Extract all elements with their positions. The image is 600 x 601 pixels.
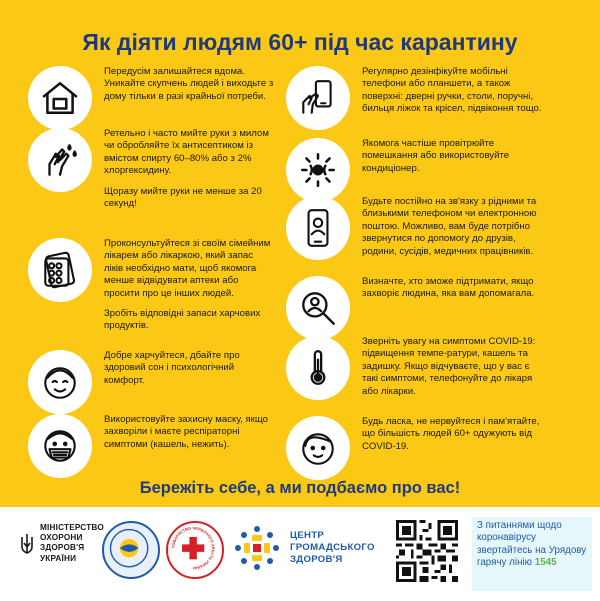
tip-dont-worry (286, 416, 542, 480)
tip-ventilate (286, 138, 542, 202)
hotline-box (472, 517, 592, 591)
house-icon (28, 66, 92, 130)
qr-code[interactable] (396, 520, 458, 582)
tip-text: Зробіть відповідні запаси харчових продуктів. (104, 308, 261, 332)
search-person-icon (286, 276, 350, 340)
pills-icon (28, 238, 92, 302)
hotline-number[interactable]: 1545 (534, 557, 557, 569)
tip-wash-hands (28, 128, 274, 210)
tip-medicine-stock (28, 238, 274, 333)
phc-logo (232, 523, 375, 573)
moz-logo (20, 523, 104, 564)
red-cross-caption: ТОВАРИСТВО ЧЕРВОНОГО ХРЕСТА УКРАЇНИ (170, 525, 216, 571)
tip-stay-home (28, 66, 274, 130)
tip-find-support (286, 276, 542, 340)
tip-text: Ретельно і часто мийте руки з милом чи обробляйте їх антисептиком із вмістом спирту 60–80% або з 2% хлоргексидину. (104, 128, 269, 177)
tip-text: Зверніть увагу на симптоми COVID-19: підвищення темпе-ратури, кашель та задишку. Якщо відчуваєте, що у вас є такі симптоми, телефонуйте до лікаря або лікарки. (362, 336, 536, 397)
tip-text: Якомога частіше провітрюйте помешкання або використовуйте кондиціонер. (362, 138, 510, 174)
tip-text: Використовуйте захисну маску, якщо захворіли і маєте респіраторні симптоми (кашель, нежить). (104, 414, 269, 450)
happy-face-icon (28, 350, 92, 414)
tip-text: Будьте постійно на зв'язку з рідними та близькими телефоном чи електронною поштою. Можливо, вам буде потрібно звернутися по допомогу до друзів, родини, сусідів, медичних працівників. (362, 196, 537, 257)
phone-disinfect-icon (286, 66, 350, 130)
phc-line: ЗДОРОВ'Я (290, 554, 343, 565)
tip-text: Передусім залишайтеся вдома. Уникайте скупчень людей і виходьте з дому тільки в разі крайньої потреби. (104, 66, 274, 102)
tip-symptoms (286, 336, 542, 400)
association-logo (102, 521, 160, 579)
red-cross-logo (166, 521, 224, 579)
moz-line: МІНІСТЕРСТВО (40, 523, 104, 532)
handwash-icon (28, 128, 92, 192)
phc-line: ГРОМАДСЬКОГО (290, 542, 375, 553)
phone-contact-icon (286, 196, 350, 260)
moz-line: ЗДОРОВ'Я (40, 543, 85, 553)
tip-text: Проконсультуйтеся зі своїм сімейним лікарем або лікаркою, який запас ліків необхідно мати, щоб якомога менше відвідувати аптеки або просити про це інших людей. (104, 238, 271, 299)
calm-face-icon (286, 416, 350, 480)
trident-icon (20, 533, 34, 555)
tip-stay-in-touch (286, 196, 542, 260)
air-vent-icon (286, 138, 350, 202)
tip-eat-sleep (28, 350, 274, 414)
moz-line: УКРАЇНИ (40, 553, 77, 563)
tip-wear-mask (28, 414, 274, 478)
hotline-text: З питаннями щодо коронавірусу звертайтесь на Урядову гарячу лінію (477, 520, 587, 569)
tip-text: Щоразу мийте руки не менше за 20 секунд! (104, 185, 262, 210)
mask-face-icon (28, 414, 92, 478)
page-title: Як діяти людям 60+ під час карантину (82, 29, 518, 55)
slogan: Бережіть себе, а ми подбаємо про вас! (139, 479, 461, 497)
tip-text: Визначте, хто зможе підтримати, якщо захворіє людина, яка вам допомагала. (362, 276, 535, 300)
thermometer-icon (286, 336, 350, 400)
phc-emblem-icon (232, 523, 282, 573)
tip-text: Регулярно дезінфікуйте мобільні телефони або планшети, а також поверхні: дверні ручки, столи, поручні, бильця ліжок та крісел, підвіконня тощо. (362, 66, 542, 115)
phc-line: ЦЕНТР (290, 530, 325, 541)
tip-text: Добре харчуйтеся, дбайте про здоровий сон і психологічний комфорт. (104, 350, 240, 386)
moz-line: ОХОРОНИ (40, 533, 83, 543)
tip-text: Будь ласка, не нервуйтеся і пам'ятайте, що більшість людей 60+ одужують від COVID-19. (362, 416, 540, 452)
tip-disinfect (286, 66, 542, 130)
